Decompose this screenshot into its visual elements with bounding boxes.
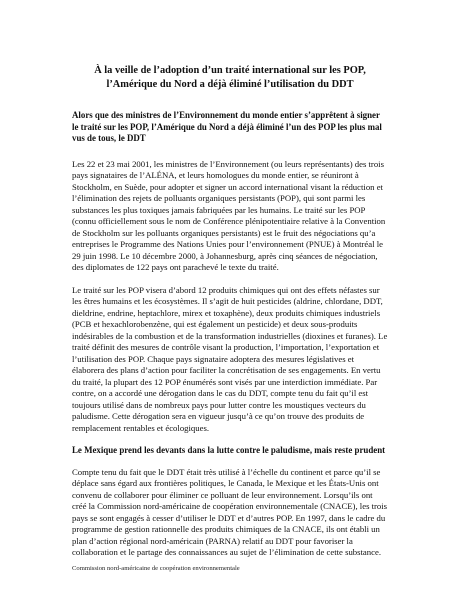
- page-footer: Commission nord-américaine de coopération environnementale: [72, 565, 240, 572]
- body-paragraph-2: Le traité sur les POP visera d’abord 12 produits chimiques qui ont des effets néfastes sur les êtres humains et les écosystèmes. Il s’agit de huit pesticides (aldrine, chlordane, DDT, dieldrine, endrine, heptachlore, mirex et toxaphène), deux produits chimiques industriels (PCB et hexachlorobenzène, qui est également un pesticide) et deux sous-produits indésirables de la combustion et de la transformation industrielles (dioxines et furanes). Le traité définit des mesures de contrôle visant la production, l’importation, l’exportation et l’utilisation des POP. Chaque pays signataire adoptera des mesures législatives et élaborera des plans d’action pour faciliter la concrétisation de ses engagements. En vertu du traité, la plupart des 12 POP énumérés sont visés par une interdiction immédiate. Par contre, on a accordé une dérogation dans le cas du DDT, compte tenu du fait qu’il est toujours utilisé dans de nombreux pays pour lutter contre les moustiques vecteurs du paludisme. Cette dérogation sera en vigueur jusqu’à ce qu’on trouve des produits de remplacement rentables et écologiques.: [72, 284, 388, 433]
- title-line-2: l’Amérique du Nord a déjà éliminé l’utilisation du DDT: [106, 79, 354, 90]
- title-line-1: À la veille de l’adoption d’un traité international sur les POP,: [94, 65, 366, 76]
- body-paragraph-3: Compte tenu du fait que le DDT était très utilisé à l’échelle du continent et parce qu’il se déplace sans égard aux frontières politiques, le Canada, le Mexique et les États-Unis ont convenu de collaborer pour éliminer ce polluant de leur environnement. Lorsqu’ils ont créé la Commission nord-américaine de coopération environnementale (CNACE), les trois pays se sont engagés à cesser d’utiliser le DDT et d’autres POP. En 1997, dans le cadre du programme de gestion rationnelle des produits chimiques de la CNACE, ils ont établi un plan d’action régional nord-américain (PARNA) relatif au DDT pour favoriser la collaboration et le partage des connaissances au sujet de l’élimination de cette substance.: [72, 466, 388, 558]
- section-heading: Le Mexique prend les devants dans la lutte contre le paludisme, mais reste prudent: [72, 445, 386, 456]
- document-page: [72, 64, 388, 570]
- lead-paragraph: Alors que des ministres de l’Environnement du monde entier s’apprêtent à signer le traité sur les POP, l’Amérique du Nord a déjà éliminé l’un des POP les plus mal vus de tous, le DDT: [72, 110, 382, 144]
- document-title: [72, 64, 388, 92]
- body-paragraph-1: Les 22 et 23 mai 2001, les ministres de l’Environnement (ou leurs représentants) des trois pays signataires de l’ALÉNA, et leurs homologues du monde entier, se réuniront à Stockholm, en Suède, pour adopter et signer un accord international visant la réduction et l’élimination des rejets de polluants organiques persistants (POP), qui sont parmi les substances les plus toxiques jamais fabriquées par les humains. Le traité sur les POP (connu officiellement sous le nom de Conférence plénipotentiaire relative à la Convention de Stockholm sur les polluants organiques persistants) est le fruit des négociations qu’a entreprises le Programme des Nations Unies pour l’environnement (PNUE) à Montréal le 29 juin 1998. Le 10 décembre 2000, à Johannesburg, après cinq séances de négociation, des diplomates de 122 pays ont parachevé le texte du traité.: [72, 158, 386, 273]
